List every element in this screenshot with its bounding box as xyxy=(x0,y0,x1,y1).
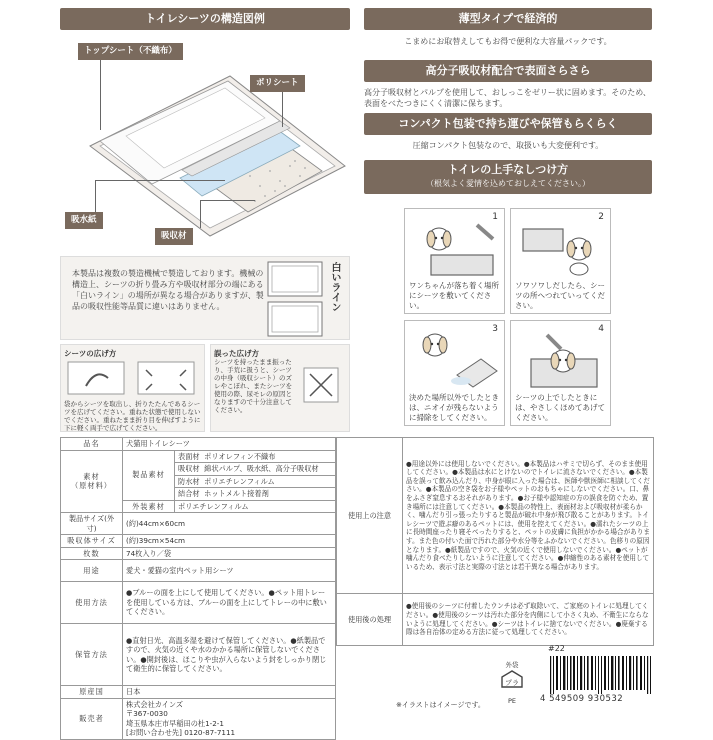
wrong-illustration xyxy=(298,362,344,408)
wrong-text: シーツを持ったまま振ったり、手荒に扱うと、シーツの中身（吸収シート）のズレやこぼれ、またシーツを使用の際、尿モレの原因となりますので十分注意してください。 xyxy=(214,358,293,414)
after-label: 使用後の処理 xyxy=(337,594,403,646)
step-1 xyxy=(404,208,505,314)
seller-zip: 〒367-0030 xyxy=(126,709,168,718)
white-line-text: 本製品は複数の製造機械で製造しております。機械の構造上、シーツの折り畳み方や吸収材部分の端にある「白いライン」の場所が異なる場合がありますが、製品の吸収性能等品質に違いはありません。 xyxy=(72,269,264,311)
compact-header: コンパクト包装で持ち運びや保管もらくらく xyxy=(364,113,652,135)
origin-label: 原産国 xyxy=(61,686,123,699)
storage-value: ●直射日光、高温多湿を避けて保管してください。●紙製品ですので、火気の近くや水のかかる場所に保管しないでください。●開封後は、ほこりや虫が入らないよう封をしっかり閉じて衛生的に保管してください。 xyxy=(123,624,336,686)
pe-mark: PE xyxy=(507,697,517,705)
use-label: 用途 xyxy=(61,560,123,582)
table-row xyxy=(61,450,336,463)
leader-absorbent-material xyxy=(200,200,255,201)
seller-name: 株式会社カインズ xyxy=(126,699,184,709)
pla-mark: プラ xyxy=(505,679,519,687)
leader-poly-sheet xyxy=(282,92,283,127)
howto-label: 使用方法 xyxy=(61,582,123,624)
barcode-number: 4 549509 930532 xyxy=(540,694,624,704)
structure-header: トイレシーツの構造図例 xyxy=(60,8,350,30)
step-4 xyxy=(510,320,611,426)
table-row xyxy=(61,624,336,686)
size-value: (約)44cm×60cm xyxy=(123,513,336,535)
seller-cell xyxy=(123,698,336,739)
spread-text: 袋からシーツを取出し、折りたたんであるシーツを広げてください。重ねた状態で使用しないでください。重ねたまま折り目を伸ばすように下に軽く両手で広げてください。 xyxy=(64,400,201,432)
material-row-2: 防水材 ポリエチレンフィルム xyxy=(175,475,336,488)
white-line-illustration xyxy=(266,260,326,338)
material-sub: （原材料） xyxy=(71,481,112,491)
spread-illustration xyxy=(66,358,200,398)
training-header: トイレの上手なしつけ方 xyxy=(447,163,569,176)
use-value: 愛犬・愛猫の室内ペット用シーツ xyxy=(123,560,336,582)
outer-mark: 外袋 xyxy=(505,661,519,669)
label-absorbent-paper: 吸水紙 xyxy=(65,212,103,229)
material-cell xyxy=(61,450,123,513)
after-value: ●使用後のシーツに付着したウンチは必ず取除いて、ご家庭のトイレに処理してください。●使用後のシーツは汚れた部分を内側にして小さく丸め、不衛生にならないように処理してください。●シーツはトイレに捨てないでください。●廃棄する際は各自治体の定める方法に従って処理してください。 xyxy=(403,594,654,646)
table-row xyxy=(61,582,336,624)
label-absorbent-material: 吸収材 xyxy=(155,228,193,245)
table-row xyxy=(61,698,336,739)
spread-title: シーツの広げ方 xyxy=(64,349,117,358)
step-3-number: 3 xyxy=(492,324,498,334)
table-row xyxy=(337,594,654,646)
illust-note: ※イラストはイメージです。 xyxy=(396,701,485,709)
outer-label: 外装素材 xyxy=(123,500,175,513)
dog-icon xyxy=(517,221,607,279)
step-4-number: 4 xyxy=(598,324,604,334)
storage-label: 保管方法 xyxy=(61,624,123,686)
table-row xyxy=(61,535,336,548)
step-3 xyxy=(404,320,505,426)
leader-absorbent-paper xyxy=(95,180,96,212)
table-row xyxy=(61,513,336,535)
count-value: 74枚入り／袋 xyxy=(123,547,336,560)
dog-icon xyxy=(411,221,501,279)
abs-size-value: (約)39cm×54cm xyxy=(123,535,336,548)
product-label: 品名 xyxy=(61,438,123,451)
thin-text: こまめにお取替えしてもお得で便利な大容量パックです。 xyxy=(404,37,612,46)
wrong-title: 誤った広げ方 xyxy=(214,349,259,358)
spec-table xyxy=(60,437,336,740)
compact-text: 圧縮コンパクト包装なので、取扱いも大変便利です。 xyxy=(412,141,604,150)
table-row xyxy=(61,560,336,582)
step-4-text: シーツの上でしたときには、やさしくほめてあげてください。 xyxy=(515,393,605,422)
polymer-header: 高分子吸収材配合で表面さらさら xyxy=(364,60,652,82)
white-line-label: 白いライン xyxy=(329,262,340,312)
leader-absorbent-material-v xyxy=(200,200,201,228)
training-sub: （根気よく愛情を込めておしえてください。） xyxy=(426,179,590,188)
table-row xyxy=(61,686,336,699)
dog-icon xyxy=(517,329,607,391)
thin-header: 薄型タイプで経済的 xyxy=(364,8,652,30)
step-1-text: ワンちゃんが落ち着く場所にシーツを敷いてください。 xyxy=(409,281,499,310)
outer-value: ポリエチレンフィルム xyxy=(175,500,336,513)
caution-value: ●用途以外には使用しないでください。●本製品はハサミで切らず、そのまま使用してください。●本製品は水にとけないのでトイレに流さないでください。●本製品を誤って飲み込んだり、中身が眼に入った場合は、医師や獣医師に相談してください。●本製品の空き袋をお子様やペットのおもちゃにしないでください。口、鼻をふさぎ窒息するおそれがあります。●お子様や認知症の方の誤食を防ぐため、置き場所には注意してください。●本製品の特性上、表面材および吸収材が柔らかく、噛んだり引っ張ったりすると製品が破れ中身が飛び散ることがあります。トイレシーツで遊ぶ癖のあるペットには、使用を控えてください。●濡れたシーツの上に長時間座ったり寝そべったりすると、ペットの皮膚に負担がかかる場合があります。また色の付いた面で汚れた部分や水分等をふかないでください。色移りの原因となります。●紙製品ですので、火気の近くで使用しないでください。●ペットが噛んだり食べたりしないように注意してください。●伸縮性のある素材を使用しているため、表示寸法と実際の寸法とは若干異なる場合があります。 xyxy=(403,438,654,594)
caution-table xyxy=(336,437,654,646)
recycle-mark xyxy=(494,660,530,706)
seller-address: 埼玉県本庄市早稲田の杜1-2-1 xyxy=(126,718,224,728)
seller-label: 販売者 xyxy=(61,698,123,739)
material-row-1: 吸収材 綿状パルプ、吸水紙、高分子吸収材 xyxy=(175,463,336,476)
size-label: 製品サイズ(外寸) xyxy=(61,513,123,535)
table-row xyxy=(337,438,654,594)
leader-absorbent-paper-h xyxy=(95,180,225,181)
label-top-sheet: トップシート（不織布） xyxy=(78,43,183,60)
material-label: 素材 xyxy=(83,471,100,481)
seller-contact: [お問い合わせ先] 0120-87-7111 xyxy=(126,728,236,737)
caution-label: 使用上の注意 xyxy=(337,438,403,594)
label-poly-sheet: ポリシート xyxy=(250,75,305,92)
material-row-0: 表面材 ポリオレフィン不織布 xyxy=(175,450,336,463)
product-value: 犬猫用トイレシーツ xyxy=(123,438,336,451)
leader-top-sheet xyxy=(100,60,101,130)
structure-diagram xyxy=(60,36,350,246)
table-row xyxy=(61,438,336,451)
origin-value: 日本 xyxy=(123,686,336,699)
step-2 xyxy=(510,208,611,314)
step-1-number: 1 xyxy=(492,212,498,222)
dog-icon xyxy=(411,329,501,391)
material-row-3: 結合材 ホットメルト接着剤 xyxy=(175,488,336,501)
step-2-text: ソワソワしだしたら、シーツの所へつれていってください。 xyxy=(515,281,605,310)
product-material-label: 製品素材 xyxy=(123,450,175,500)
count-label: 枚数 xyxy=(61,547,123,560)
step-3-text: 決めた場所以外でしたときは、ニオイが残らないように掃除をしてください。 xyxy=(409,393,499,422)
polymer-text: 高分子吸収材とパルプを使用して、おしっこをゼリー状に固めます。そのため、表面をべたつきにくく清潔に保ちます。 xyxy=(364,88,651,108)
product-code: #22 xyxy=(548,644,565,653)
step-2-number: 2 xyxy=(598,212,604,222)
howto-value: ●ブルーの面を上にして使用してください。●ペット用トレーを使用している方は、ブルーの面を上にしてトレーの中に敷いてください。 xyxy=(123,582,336,624)
abs-size-label: 吸収体サイズ xyxy=(61,535,123,548)
table-row xyxy=(61,547,336,560)
